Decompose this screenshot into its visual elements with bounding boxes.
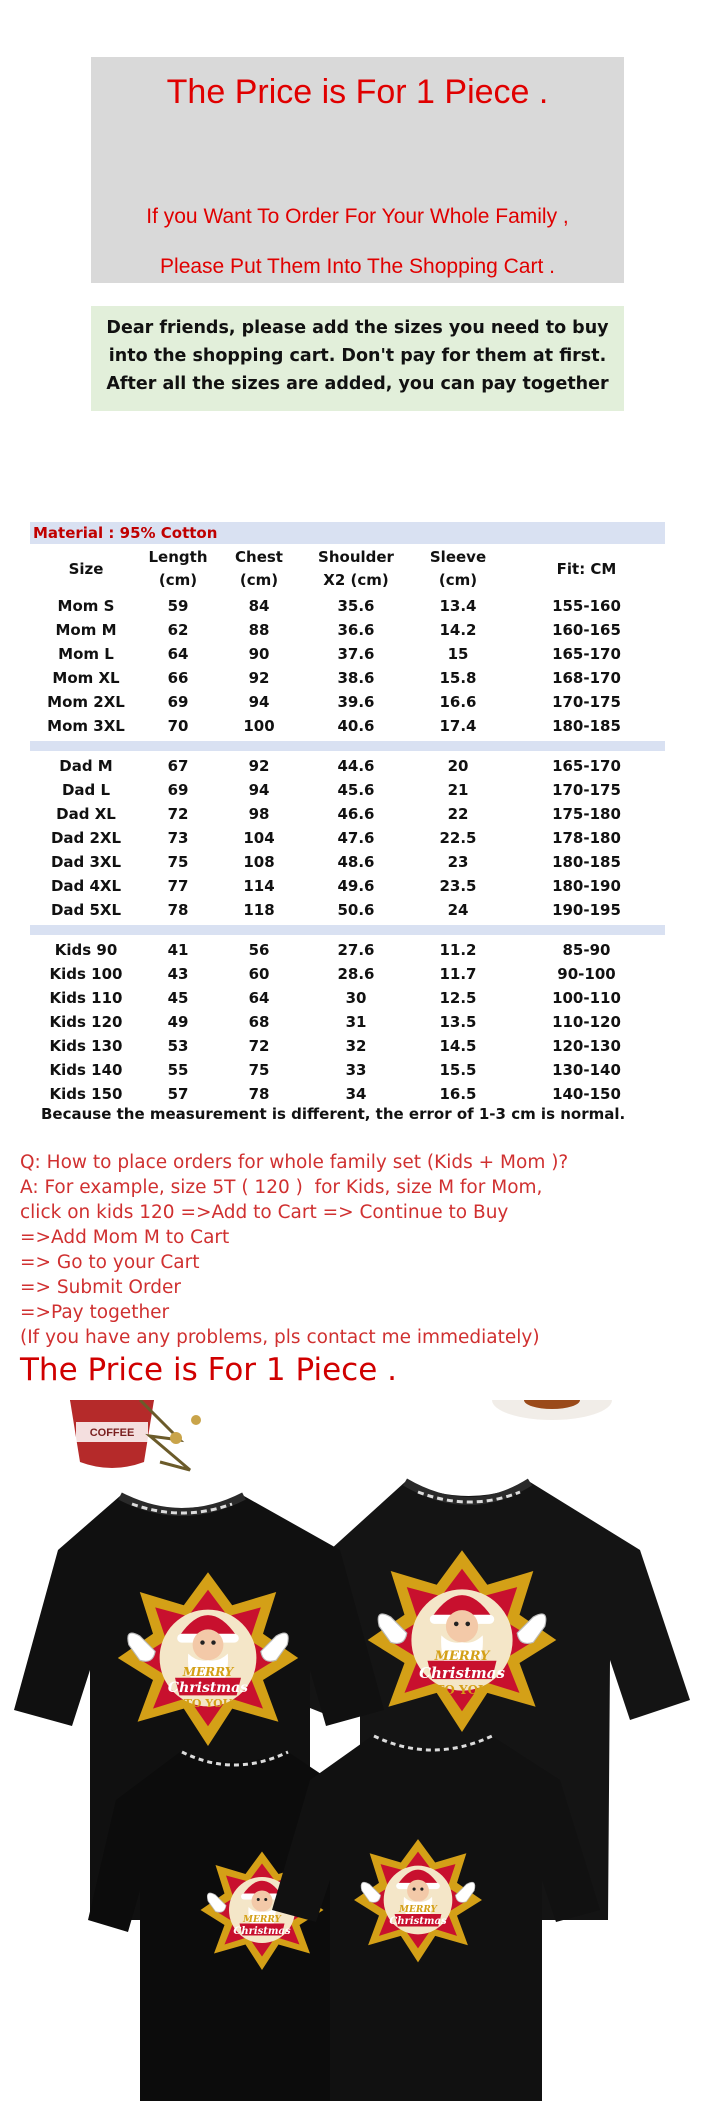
shoulder-cell: 27.6	[337, 941, 375, 959]
chest-cell: 92	[248, 757, 270, 775]
mom-print-merry: MERRY	[182, 1665, 234, 1679]
kid-right-print-christmas: Christmas	[389, 1916, 447, 1927]
kid-right-print-merry: MERRY	[399, 1905, 437, 1915]
fit-cell: 175-180	[552, 805, 621, 823]
chest-cell: 104	[243, 829, 275, 847]
size-cell: Mom S	[57, 597, 115, 615]
chest-cell: 92	[248, 669, 270, 687]
fit-cell: 85-90	[562, 941, 611, 959]
price-banner	[91, 57, 624, 283]
chest-cell: 90	[248, 645, 270, 663]
group-separator	[30, 741, 665, 751]
chest-cell: 64	[248, 989, 270, 1007]
size-cell: Kids 110	[49, 989, 123, 1007]
instruction-line: A: For example, size 5T ( 120 ) for Kids, size M for Mom,	[20, 1177, 543, 1198]
size-cell: Dad 3XL	[50, 853, 122, 871]
fit-cell: 178-180	[552, 829, 621, 847]
sleeve-cell: 13.4	[439, 597, 477, 615]
table-row	[30, 986, 665, 1010]
shoulder-cell: 32	[345, 1037, 367, 1055]
size-cell: Mom 2XL	[47, 693, 125, 711]
shoulder-cell: 48.6	[337, 853, 375, 871]
price-note: The Price is For 1 Piece .	[20, 1352, 397, 1388]
chest-cell: 114	[243, 877, 275, 895]
size-cell: Mom M	[55, 621, 117, 639]
table-row	[30, 714, 665, 738]
sleeve-cell: 16.6	[439, 693, 477, 711]
family-order-line-1: If you Want To Order For Your Whole Family ,	[146, 205, 569, 228]
kid-left-print-merry: MERRY	[243, 1915, 281, 1925]
chest-cell: 78	[248, 1085, 270, 1103]
sleeve-cell: 12.5	[439, 989, 477, 1007]
length-cell: 64	[167, 645, 189, 663]
size-cell: Kids 100	[49, 965, 123, 983]
sleeve-cell: 11.2	[439, 941, 477, 959]
price-title: The Price is For 1 Piece .	[166, 73, 549, 111]
shoulder-cell: 49.6	[337, 877, 375, 895]
header-chest: Chest (cm)	[235, 548, 283, 589]
family-tshirts-image	[0, 1400, 721, 2101]
header-size: Size	[68, 559, 104, 578]
chest-cell: 68	[248, 1013, 270, 1031]
table-row	[30, 826, 665, 850]
fit-cell: 110-120	[552, 1013, 621, 1031]
length-cell: 57	[167, 1085, 189, 1103]
size-cell: Kids 120	[49, 1013, 123, 1031]
kids-size-group	[30, 938, 665, 1106]
fit-cell: 165-170	[552, 645, 621, 663]
material-label: Material : 95% Cotton	[30, 522, 665, 544]
table-row	[30, 1010, 665, 1034]
header-shoulder: Shoulder X2 (cm)	[318, 548, 394, 589]
table-row	[30, 778, 665, 802]
shoulder-cell: 31	[345, 1013, 367, 1031]
chest-cell: 88	[248, 621, 270, 639]
length-cell: 70	[167, 717, 189, 735]
sleeve-cell: 15.8	[439, 669, 477, 687]
table-row	[30, 1058, 665, 1082]
shoulder-cell: 40.6	[337, 717, 375, 735]
sleeve-cell: 22.5	[439, 829, 477, 847]
order-instructions	[20, 1150, 568, 1350]
table-row	[30, 754, 665, 778]
size-chart-header	[30, 544, 665, 594]
length-cell: 62	[167, 621, 189, 639]
notice-banner	[91, 306, 624, 411]
sleeve-cell: 16.5	[439, 1085, 477, 1103]
table-row	[30, 898, 665, 922]
fit-cell: 170-175	[552, 693, 621, 711]
fit-cell: 160-165	[552, 621, 621, 639]
dad-size-group	[30, 754, 665, 922]
product-photo	[0, 1400, 721, 2101]
length-cell: 53	[167, 1037, 189, 1055]
mom-print-christmas: Christmas	[167, 1680, 249, 1696]
sleeve-cell: 20	[447, 757, 469, 775]
sleeve-cell: 15.5	[439, 1061, 477, 1079]
chest-cell: 108	[243, 853, 275, 871]
length-cell: 59	[167, 597, 189, 615]
chest-cell: 72	[248, 1037, 270, 1055]
fit-cell: 100-110	[552, 989, 621, 1007]
length-cell: 67	[167, 757, 189, 775]
fit-cell: 180-185	[552, 717, 621, 735]
shoulder-cell: 30	[345, 989, 367, 1007]
size-cell: Dad 4XL	[50, 877, 122, 895]
shoulder-cell: 33	[345, 1061, 367, 1079]
sleeve-cell: 23	[447, 853, 469, 871]
family-order-line-2: Please Put Them Into The Shopping Cart .	[160, 255, 555, 278]
instruction-line: =>Add Mom M to Cart	[20, 1227, 230, 1248]
shoulder-cell: 44.6	[337, 757, 375, 775]
length-cell: 69	[167, 781, 189, 799]
instruction-line: => Submit Order	[20, 1277, 181, 1298]
measurement-note: Because the measurement is different, the error of 1-3 cm is normal.	[41, 1105, 626, 1123]
fit-cell: 180-185	[552, 853, 621, 871]
size-cell: Kids 150	[49, 1085, 123, 1103]
length-cell: 77	[167, 877, 189, 895]
table-row	[30, 690, 665, 714]
mom-print-toyou: TO YOU	[183, 1697, 233, 1710]
coffee-cup-icon	[70, 1400, 154, 1468]
header-length: Length (cm)	[148, 548, 208, 589]
size-cell: Mom L	[58, 645, 114, 663]
chest-cell: 56	[248, 941, 270, 959]
length-cell: 66	[167, 669, 189, 687]
fit-cell: 180-190	[552, 877, 621, 895]
table-row	[30, 618, 665, 642]
fit-cell: 90-100	[557, 965, 616, 983]
size-cell: Mom XL	[52, 669, 120, 687]
shoulder-cell: 38.6	[337, 669, 375, 687]
size-cell: Dad XL	[56, 805, 116, 823]
fit-cell: 190-195	[552, 901, 621, 919]
shoulder-cell: 47.6	[337, 829, 375, 847]
cup-label: COFFEE	[89, 1427, 135, 1439]
instruction-line: (If you have any problems, pls contact me immediately)	[20, 1327, 540, 1348]
table-row	[30, 1082, 665, 1106]
length-cell: 78	[167, 901, 189, 919]
table-row	[30, 850, 665, 874]
length-cell: 49	[167, 1013, 189, 1031]
sleeve-cell: 15	[447, 645, 469, 663]
dad-print-christmas: Christmas	[419, 1664, 505, 1682]
chest-cell: 84	[248, 597, 270, 615]
sleeve-cell: 24	[447, 901, 469, 919]
length-cell: 43	[167, 965, 189, 983]
table-row	[30, 666, 665, 690]
instruction-line: => Go to your Cart	[20, 1252, 200, 1273]
length-cell: 75	[167, 853, 189, 871]
shoulder-cell: 46.6	[337, 805, 375, 823]
sleeve-cell: 22	[447, 805, 469, 823]
size-cell: Dad 2XL	[50, 829, 122, 847]
table-row	[30, 938, 665, 962]
size-cell: Kids 130	[49, 1037, 123, 1055]
size-cell: Dad L	[61, 781, 111, 799]
shoulder-cell: 50.6	[337, 901, 375, 919]
fit-cell: 165-170	[552, 757, 621, 775]
dad-print-toyou: TO YOU	[435, 1683, 489, 1697]
length-cell: 72	[167, 805, 189, 823]
table-row	[30, 642, 665, 666]
length-cell: 55	[167, 1061, 189, 1079]
chest-cell: 94	[248, 693, 270, 711]
size-cell: Dad 5XL	[50, 901, 122, 919]
chest-cell: 118	[243, 901, 275, 919]
size-cell: Kids 90	[54, 941, 118, 959]
table-row	[30, 594, 665, 618]
header-fit: Fit: CM	[556, 559, 617, 578]
sleeve-cell: 11.7	[439, 965, 477, 983]
instruction-line: click on kids 120 =>Add to Cart => Continue to Buy	[20, 1202, 509, 1223]
shoulder-cell: 34	[345, 1085, 367, 1103]
chest-cell: 60	[248, 965, 270, 983]
chest-cell: 75	[248, 1061, 270, 1079]
chest-cell: 98	[248, 805, 270, 823]
shoulder-cell: 36.6	[337, 621, 375, 639]
sleeve-cell: 14.5	[439, 1037, 477, 1055]
sleeve-cell: 14.2	[439, 621, 477, 639]
length-cell: 45	[167, 989, 189, 1007]
size-cell: Dad M	[59, 757, 113, 775]
fit-cell: 140-150	[552, 1085, 621, 1103]
sleeve-cell: 13.5	[439, 1013, 477, 1031]
instruction-line: =>Pay together	[20, 1302, 170, 1323]
pine-branch-icon	[140, 1400, 201, 1470]
table-row	[30, 802, 665, 826]
group-separator	[30, 925, 665, 935]
chest-cell: 100	[243, 717, 275, 735]
sleeve-cell: 23.5	[439, 877, 477, 895]
header-sleeve: Sleeve (cm)	[429, 548, 487, 589]
fit-cell: 130-140	[552, 1061, 621, 1079]
dad-print-merry: MERRY	[434, 1649, 490, 1664]
sleeve-cell: 17.4	[439, 717, 477, 735]
chest-cell: 94	[248, 781, 270, 799]
kid-left-print-christmas: Christmas	[233, 1926, 291, 1937]
notice-line-1: Dear friends, please add the sizes you need to buy	[106, 318, 609, 338]
shoulder-cell: 37.6	[337, 645, 375, 663]
shoulder-cell: 28.6	[337, 965, 375, 983]
mom-size-group	[30, 594, 665, 738]
instruction-question: Q: How to place orders for whole family set (Kids + Mom )?	[20, 1152, 569, 1173]
size-cell: Mom 3XL	[47, 717, 125, 735]
length-cell: 73	[167, 829, 189, 847]
shoulder-cell: 45.6	[337, 781, 375, 799]
saucer-icon	[492, 1400, 612, 1420]
fit-cell: 155-160	[552, 597, 621, 615]
table-row	[30, 962, 665, 986]
fit-cell: 168-170	[552, 669, 621, 687]
shoulder-cell: 35.6	[337, 597, 375, 615]
shoulder-cell: 39.6	[337, 693, 375, 711]
size-cell: Kids 140	[49, 1061, 123, 1079]
notice-line-3: After all the sizes are added, you can pay together	[106, 374, 609, 394]
table-row	[30, 1034, 665, 1058]
size-chart	[30, 522, 665, 1106]
length-cell: 69	[167, 693, 189, 711]
fit-cell: 120-130	[552, 1037, 621, 1055]
table-row	[30, 874, 665, 898]
notice-line-2: into the shopping cart. Don't pay for them at first.	[108, 346, 607, 366]
fit-cell: 170-175	[552, 781, 621, 799]
sleeve-cell: 21	[447, 781, 469, 799]
length-cell: 41	[167, 941, 189, 959]
